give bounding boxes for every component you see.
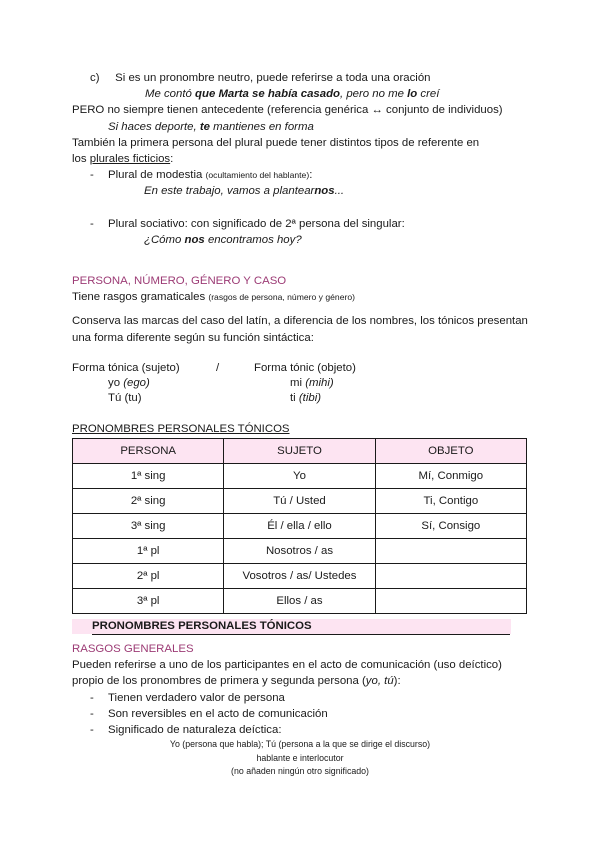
form-tu: Tú (tu)	[108, 392, 142, 404]
note-line: Yo (persona que habla); Tú (persona a la que se dirige el discurso)	[169, 739, 431, 750]
example-highlight: nos	[184, 233, 205, 246]
cell-sujeto: Vosotros / as/ Ustedes	[224, 564, 375, 589]
conserva-paragraph: Conserva las marcas del caso del latín, a diferencia de los nombres, los tónicos presentan una forma diferente según su función sintáctica:	[72, 315, 528, 344]
section-c-example	[72, 86, 528, 102]
example-pronouns: yo, tú	[365, 675, 394, 688]
modestia-note: (ocultamiento del hablante)	[205, 170, 310, 181]
header-persona: PERSONA	[73, 439, 224, 464]
latin-form: (mihi)	[305, 377, 334, 389]
plurales-ficticios-term: plurales ficticios	[89, 152, 171, 165]
form-mi	[290, 375, 334, 391]
example-highlight: te	[199, 120, 210, 133]
cell-objeto: Ti, Contigo	[375, 489, 526, 514]
rasgos-heading: RASGOS GENERALES	[72, 643, 194, 655]
example-text: , pero no me	[340, 88, 408, 101]
list-item: - Significado de naturaleza deíctica:	[72, 722, 528, 738]
text: :	[170, 152, 174, 165]
band-heading: PRONOMBRES PERSONALES TÓNICOS	[92, 619, 510, 635]
cell-persona: 3ª pl	[73, 589, 224, 614]
list-marker: c)	[90, 72, 100, 84]
modestia-example	[72, 183, 528, 199]
note-line: (no añaden ningún otro significado)	[231, 766, 369, 777]
example-highlight: lo	[407, 88, 418, 101]
text: ):	[393, 675, 401, 688]
text: Pueden referirse a uno de los participantes en el acto de comunicación (uso deíctico) propio de los pronombres de primera y segunda persona (	[72, 659, 502, 688]
form-ti	[290, 390, 321, 406]
latin-form: (ego)	[123, 377, 150, 389]
cell-objeto	[375, 564, 526, 589]
cell-sujeto: Tú / Usted	[224, 489, 375, 514]
text: :	[309, 169, 313, 182]
example-text: creí	[417, 88, 440, 101]
form-yo	[108, 375, 150, 391]
rasgos-note: (rasgos de persona, número y género)	[208, 292, 355, 303]
cell-sujeto: Yo	[224, 464, 375, 489]
example-text: En este trabajo, vamos a plantear	[144, 185, 315, 198]
example-text: ¿Cómo	[144, 233, 185, 246]
sociativo-example	[72, 232, 528, 248]
cell-persona: 2ª sing	[73, 489, 224, 514]
cell-persona: 1ª pl	[73, 539, 224, 564]
pronouns-table	[72, 438, 527, 614]
example-highlight: nos	[314, 185, 335, 198]
table-row	[73, 489, 527, 514]
table-title: PRONOMBRES PERSONALES TÓNICOS	[72, 423, 290, 435]
example-text: Si haces deporte,	[108, 120, 200, 133]
forms-right-title: Forma tónic (objeto)	[254, 362, 356, 374]
plural-intro: También la primera persona del plural puede tener distintos tipos de referente en	[72, 136, 480, 149]
cell-sujeto: Él / ella / ello	[224, 514, 375, 539]
table-header-row	[73, 439, 527, 464]
table-row	[73, 464, 527, 489]
forms-left-title: Forma tónica (sujeto)	[72, 362, 180, 374]
section-heading: PERSONA, NÚMERO, GÉNERO Y CASO	[72, 275, 287, 287]
cell-sujeto: Ellos / as	[224, 589, 375, 614]
forms-slash: /	[216, 362, 220, 374]
text: ti	[290, 392, 296, 404]
cell-sujeto: Nosotros / as	[224, 539, 375, 564]
note-block	[72, 738, 528, 779]
persona-section	[72, 273, 528, 346]
table-row	[73, 539, 527, 564]
section-c-line	[72, 70, 528, 86]
rasgos-intro	[72, 657, 528, 689]
header-objeto: OBJETO	[375, 439, 526, 464]
section-c-text: Si es un pronombre neutro, puede referirse a toda una oración	[115, 72, 431, 84]
modestia-label: Plural de modestia	[108, 169, 203, 182]
cell-objeto: Sí, Consigo	[375, 514, 526, 539]
rasgos-section	[72, 641, 528, 779]
table-row	[73, 514, 527, 539]
cell-persona: 2ª pl	[73, 564, 224, 589]
list-item: - Son reversibles en el acto de comunicación	[72, 706, 528, 722]
example-highlight: que Marta se había casado	[195, 88, 341, 101]
list-item-sociativo: - Plural sociativo: con significado de 2ª persona del singular:	[72, 216, 528, 232]
pero-text: PERO no siempre tienen antecedente (referencia genérica ↔ conjunto de individuos)	[72, 104, 503, 117]
example-text: mantienes en forma	[209, 120, 314, 133]
table-row	[73, 589, 527, 614]
cell-objeto	[375, 589, 526, 614]
cell-objeto: Mí, Conmigo	[375, 464, 526, 489]
plural-intro-2	[72, 151, 528, 167]
header-sujeto: SUJETO	[224, 439, 375, 464]
latin-form: (tibi)	[298, 392, 322, 404]
cell-persona: 3ª sing	[73, 514, 224, 539]
example-text: ...	[334, 185, 345, 198]
text: yo	[108, 377, 121, 389]
list-item: - Tienen verdadero valor de persona	[72, 690, 528, 706]
text: los	[72, 152, 90, 165]
rasgos-line	[72, 289, 528, 305]
cell-objeto	[375, 539, 526, 564]
example-text: encontramos hoy?	[204, 233, 302, 246]
note-line: hablante e interlocutor	[256, 752, 344, 763]
section-c	[72, 70, 528, 248]
pero-example	[72, 119, 528, 135]
cell-persona: 1ª sing	[73, 464, 224, 489]
text: Tiene rasgos gramaticales	[72, 291, 209, 304]
table-row	[73, 564, 527, 589]
example-text: Me contó	[145, 88, 196, 101]
list-item-modestia	[72, 167, 528, 183]
text: mi	[290, 377, 303, 389]
